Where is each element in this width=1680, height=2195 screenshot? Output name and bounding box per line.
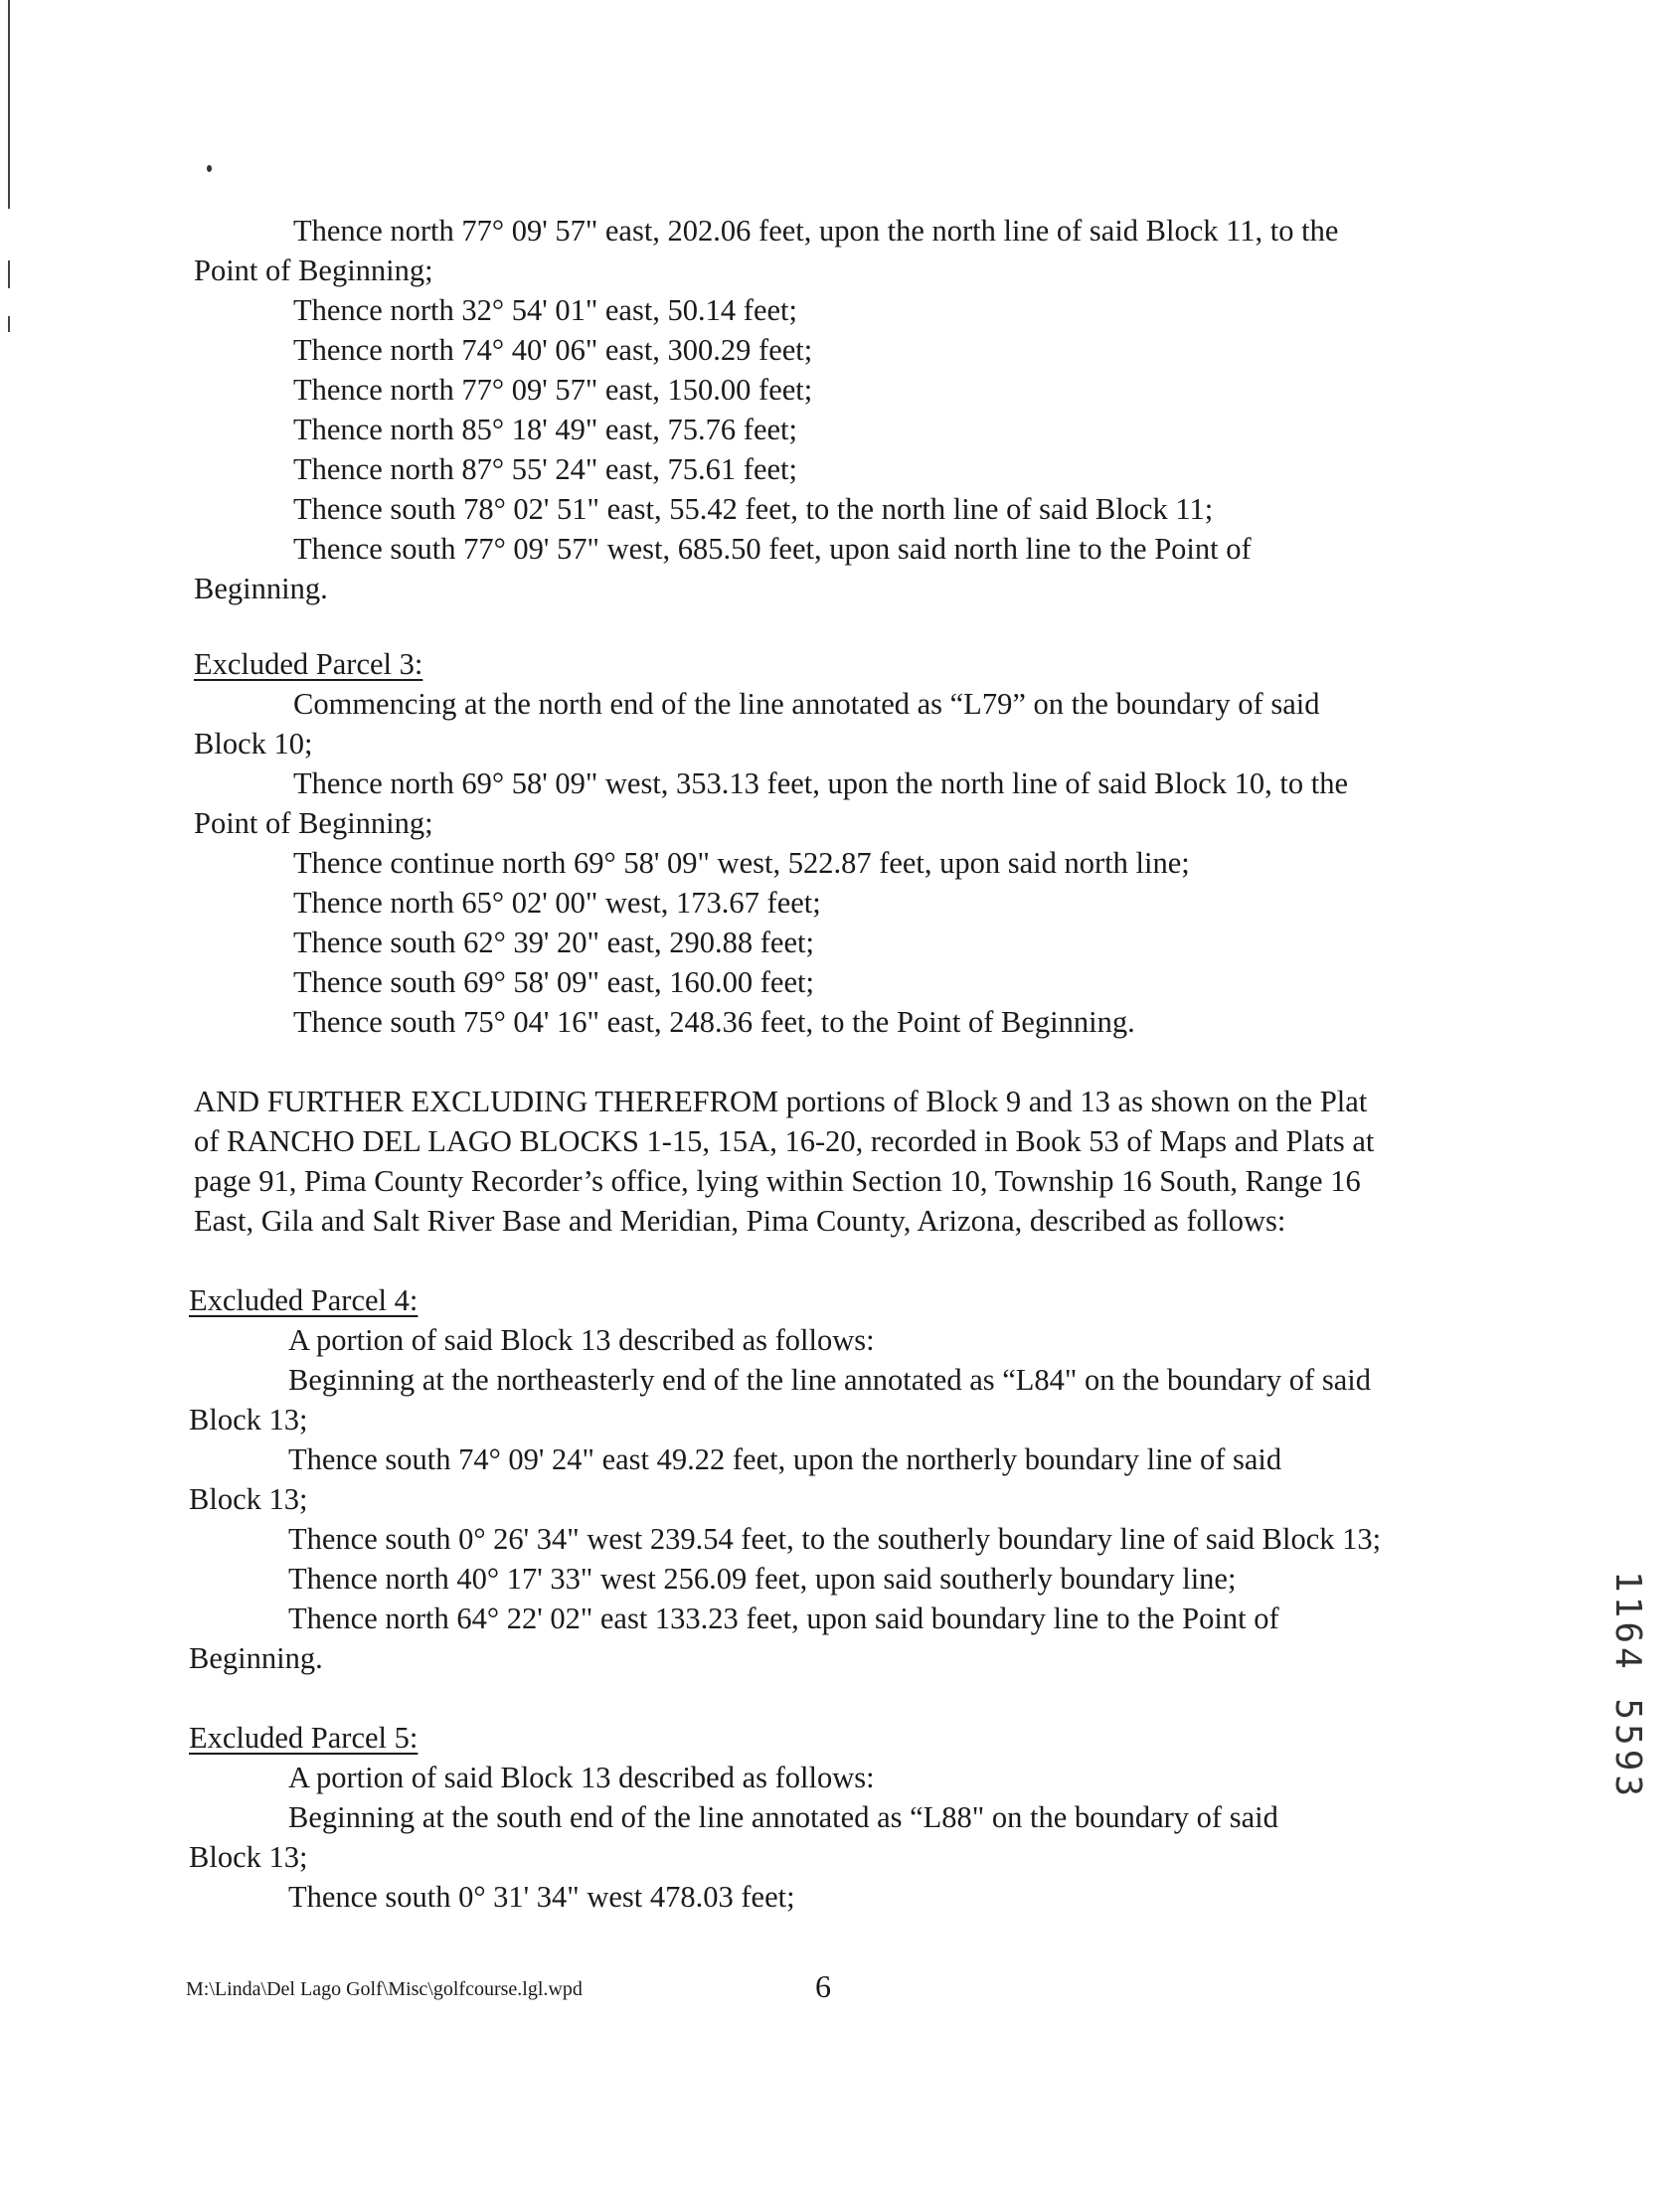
body-text-line: Thence north 87° 55' 24" east, 75.61 feet; bbox=[293, 452, 797, 486]
body-text-line: Thence north 64° 22' 02" east 133.23 feet, upon said boundary line to the Point of bbox=[288, 1602, 1279, 1635]
heading-excluded-parcel-4: Excluded Parcel 4: bbox=[189, 1283, 419, 1317]
body-text-line: Thence south 0° 26' 34" west 239.54 feet, to the southerly boundary line of said Block 13; bbox=[288, 1522, 1382, 1556]
body-text-line: Thence north 77° 09' 57" east, 150.00 feet; bbox=[293, 373, 813, 407]
body-text-line: Thence south 74° 09' 24" east 49.22 feet, upon the northerly boundary line of said bbox=[288, 1442, 1282, 1476]
footer-file-path: M:\Linda\Del Lago Golf\Misc\golfcourse.lgl.wpd bbox=[186, 1978, 583, 2000]
body-text-line: AND FURTHER EXCLUDING THEREFROM portions of Block 9 and 13 as shown on the Plat bbox=[194, 1085, 1368, 1118]
body-text-line: A portion of said Block 13 described as follows: bbox=[288, 1761, 875, 1794]
body-text-line: Thence south 77° 09' 57" west, 685.50 feet, upon said north line to the Point of bbox=[293, 532, 1252, 566]
heading-excluded-parcel-5: Excluded Parcel 5: bbox=[189, 1721, 419, 1755]
body-text-line: Thence north 40° 17' 33" west 256.09 feet, upon said southerly boundary line; bbox=[288, 1562, 1237, 1596]
body-text-line: page 91, Pima County Recorder’s office, lying within Section 10, Township 16 South, Range 16 bbox=[194, 1164, 1361, 1198]
scan-edge-mark bbox=[8, 316, 10, 332]
body-text-line: East, Gila and Salt River Base and Meridian, Pima County, Arizona, described as follows: bbox=[194, 1204, 1286, 1238]
body-text-line: Block 13; bbox=[189, 1403, 308, 1436]
scan-edge-mark bbox=[8, 0, 10, 209]
body-text-line: Block 10; bbox=[194, 727, 313, 760]
body-text-line: Thence south 69° 58' 09" east, 160.00 feet; bbox=[293, 965, 814, 999]
body-text-line: Block 13; bbox=[189, 1840, 308, 1874]
body-text-line: Thence north 69° 58' 09" west, 353.13 feet, upon the north line of said Block 10, to the bbox=[293, 766, 1349, 800]
body-text-line: of RANCHO DEL LAGO BLOCKS 1-15, 15A, 16-20, recorded in Book 53 of Maps and Plats at bbox=[194, 1124, 1375, 1158]
body-text-line: Thence south 75° 04' 16" east, 248.36 feet, to the Point of Beginning. bbox=[293, 1005, 1135, 1039]
page-number: 6 bbox=[815, 1968, 831, 2004]
body-text-line: Thence south 78° 02' 51" east, 55.42 feet, to the north line of said Block 11; bbox=[293, 492, 1214, 526]
body-text-line: Beginning at the south end of the line annotated as “L88" on the boundary of said bbox=[288, 1800, 1278, 1834]
heading-excluded-parcel-3: Excluded Parcel 3: bbox=[194, 647, 423, 681]
scan-speck bbox=[207, 165, 212, 172]
body-text-line: Thence north 74° 40' 06" east, 300.29 feet; bbox=[293, 333, 813, 367]
body-text-line: Thence continue north 69° 58' 09" west, 522.87 feet, upon said north line; bbox=[293, 846, 1190, 880]
body-text-line: Thence south 62° 39' 20" east, 290.88 feet; bbox=[293, 926, 814, 959]
body-text-line: Point of Beginning; bbox=[194, 806, 433, 840]
scan-edge-mark bbox=[8, 260, 10, 288]
body-text-line: Commencing at the north end of the line annotated as “L79” on the boundary of said bbox=[293, 687, 1320, 721]
body-text-line: Thence north 85° 18' 49" east, 75.76 feet; bbox=[293, 413, 797, 446]
body-text-line: Thence north 32° 54' 01" east, 50.14 feet; bbox=[293, 293, 797, 327]
body-text-line: Thence north 77° 09' 57" east, 202.06 feet, upon the north line of said Block 11, to the bbox=[293, 214, 1339, 248]
body-text-line: Point of Beginning; bbox=[194, 253, 433, 287]
body-text-line: Beginning. bbox=[189, 1641, 323, 1675]
body-text-line: A portion of said Block 13 described as follows: bbox=[288, 1323, 875, 1357]
body-text-line: Block 13; bbox=[189, 1482, 308, 1516]
body-text-line: Thence north 65° 02' 00" west, 173.67 feet; bbox=[293, 886, 821, 920]
body-text-line: Thence south 0° 31' 34" west 478.03 feet; bbox=[288, 1880, 795, 1914]
margin-recording-stamp: 1164 5593 bbox=[1607, 1571, 1648, 1801]
body-text-line: Beginning. bbox=[194, 572, 328, 605]
body-text-line: Beginning at the northeasterly end of the line annotated as “L84" on the boundary of said bbox=[288, 1363, 1371, 1397]
